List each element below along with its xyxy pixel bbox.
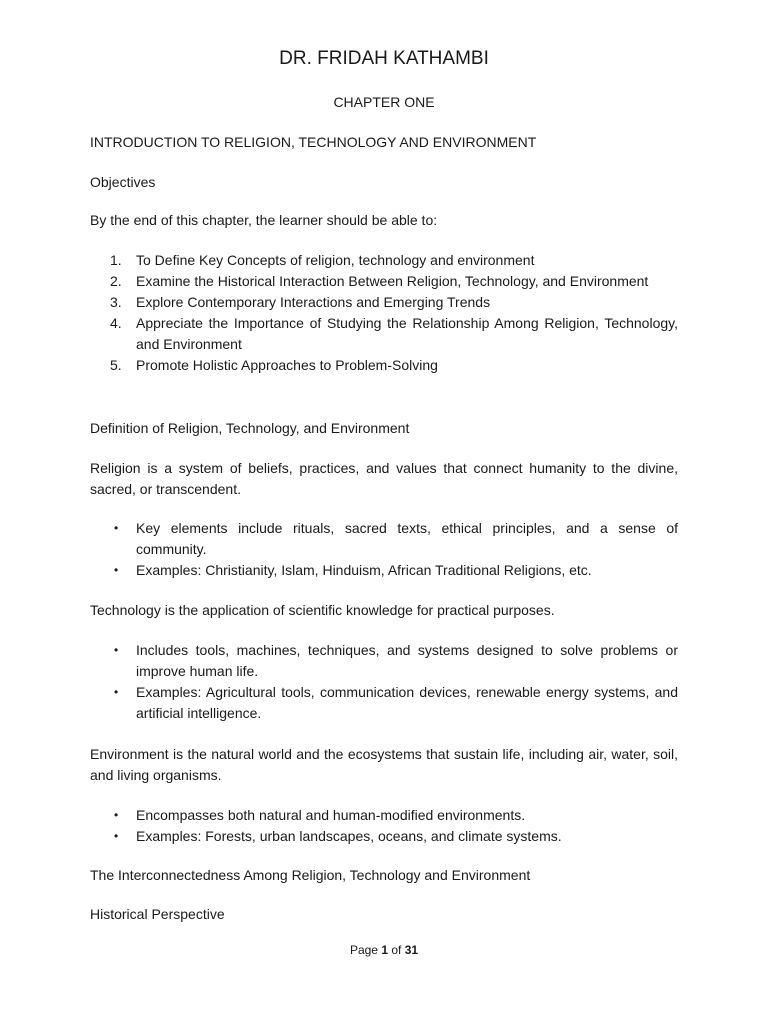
objective-number: 3. xyxy=(110,294,122,310)
list-item xyxy=(90,640,678,682)
list-item-text: Includes tools, machines, techniques, and systems designed to solve problems or improve human life. xyxy=(136,642,678,679)
page-of-label: of xyxy=(388,943,405,957)
bullet-icon: • xyxy=(114,685,119,699)
page-total: 31 xyxy=(404,943,419,957)
list-item xyxy=(90,560,678,581)
page-current: 1 xyxy=(381,943,388,957)
list-item xyxy=(90,682,678,724)
author-name: DR. FRIDAH KATHAMBI xyxy=(279,48,489,69)
list-item-text: Key elements include rituals, sacred texts, ethical principles, and a sense of community. xyxy=(136,520,678,557)
objectives-heading: Objectives xyxy=(90,174,156,190)
objective-item xyxy=(90,250,678,271)
bullet-icon: • xyxy=(114,829,119,843)
technology-bullets xyxy=(90,640,678,724)
bullet-icon: • xyxy=(114,643,119,657)
page-footer xyxy=(0,943,768,957)
technology-text: is the application of scientific knowledge for practical purposes. xyxy=(160,602,555,618)
technology-definition xyxy=(90,600,678,621)
historical-perspective-heading: Historical Perspective xyxy=(90,906,225,922)
religion-definition xyxy=(90,458,678,500)
objective-text: To Define Key Concepts of religion, technology and environment xyxy=(136,252,535,268)
objective-text: Explore Contemporary Interactions and Emerging Trends xyxy=(136,294,491,310)
objective-text: Examine the Historical Interaction Between Religion, Technology, and Environment xyxy=(136,273,649,289)
objective-number: 2. xyxy=(110,273,122,289)
objective-item xyxy=(90,355,678,376)
list-item-text: Examples: Forests, urban landscapes, oceans, and climate systems. xyxy=(136,828,562,844)
environment-text: is the natural world and the ecosystems that sustain life, including air, water, soil, and living organisms. xyxy=(90,746,678,783)
list-item-text: Examples: Agricultural tools, communication devices, renewable energy systems, and artificial intelligence. xyxy=(136,684,678,721)
objectives-list xyxy=(90,250,678,376)
objective-item xyxy=(90,271,678,292)
objective-number: 5. xyxy=(110,357,122,373)
definitions-heading: Definition of Religion, Technology, and Environment xyxy=(90,420,410,436)
religion-text: is a system of beliefs, practices, and values that connect humanity to the divine, sacred, or transcendent. xyxy=(90,460,678,497)
objective-number: 4. xyxy=(110,315,122,331)
religion-bullets xyxy=(90,518,678,581)
interconnectedness-heading: The Interconnectedness Among Religion, Technology and Environment xyxy=(90,867,531,883)
bullet-icon: • xyxy=(114,563,119,577)
bullet-icon: • xyxy=(114,521,119,535)
objectives-intro: By the end of this chapter, the learner should be able to: xyxy=(90,212,438,228)
objective-item xyxy=(90,292,678,313)
objective-number: 1. xyxy=(110,252,122,268)
list-item xyxy=(90,805,678,826)
objective-item xyxy=(90,313,678,355)
environment-term: Environment xyxy=(90,746,169,762)
list-item-text: Examples: Christianity, Islam, Hinduism, African Traditional Religions, etc. xyxy=(136,562,592,578)
list-item xyxy=(90,826,678,847)
list-item-text: Encompasses both natural and human-modified environments. xyxy=(136,807,526,823)
bullet-icon: • xyxy=(114,808,119,822)
objective-text: Appreciate the Importance of Studying the Relationship Among Religion, Technology, and Environment xyxy=(136,315,678,352)
objective-text: Promote Holistic Approaches to Problem-Solving xyxy=(136,357,438,373)
chapter-label: CHAPTER ONE xyxy=(333,94,435,110)
chapter-title: INTRODUCTION TO RELIGION, TECHNOLOGY AND ENVIRONMENT xyxy=(90,134,537,150)
list-item xyxy=(90,518,678,560)
technology-term: Technology xyxy=(90,602,161,618)
environment-bullets xyxy=(90,805,678,847)
religion-term: Religion xyxy=(90,460,141,476)
page-label: Page xyxy=(349,943,382,957)
environment-definition xyxy=(90,744,678,786)
